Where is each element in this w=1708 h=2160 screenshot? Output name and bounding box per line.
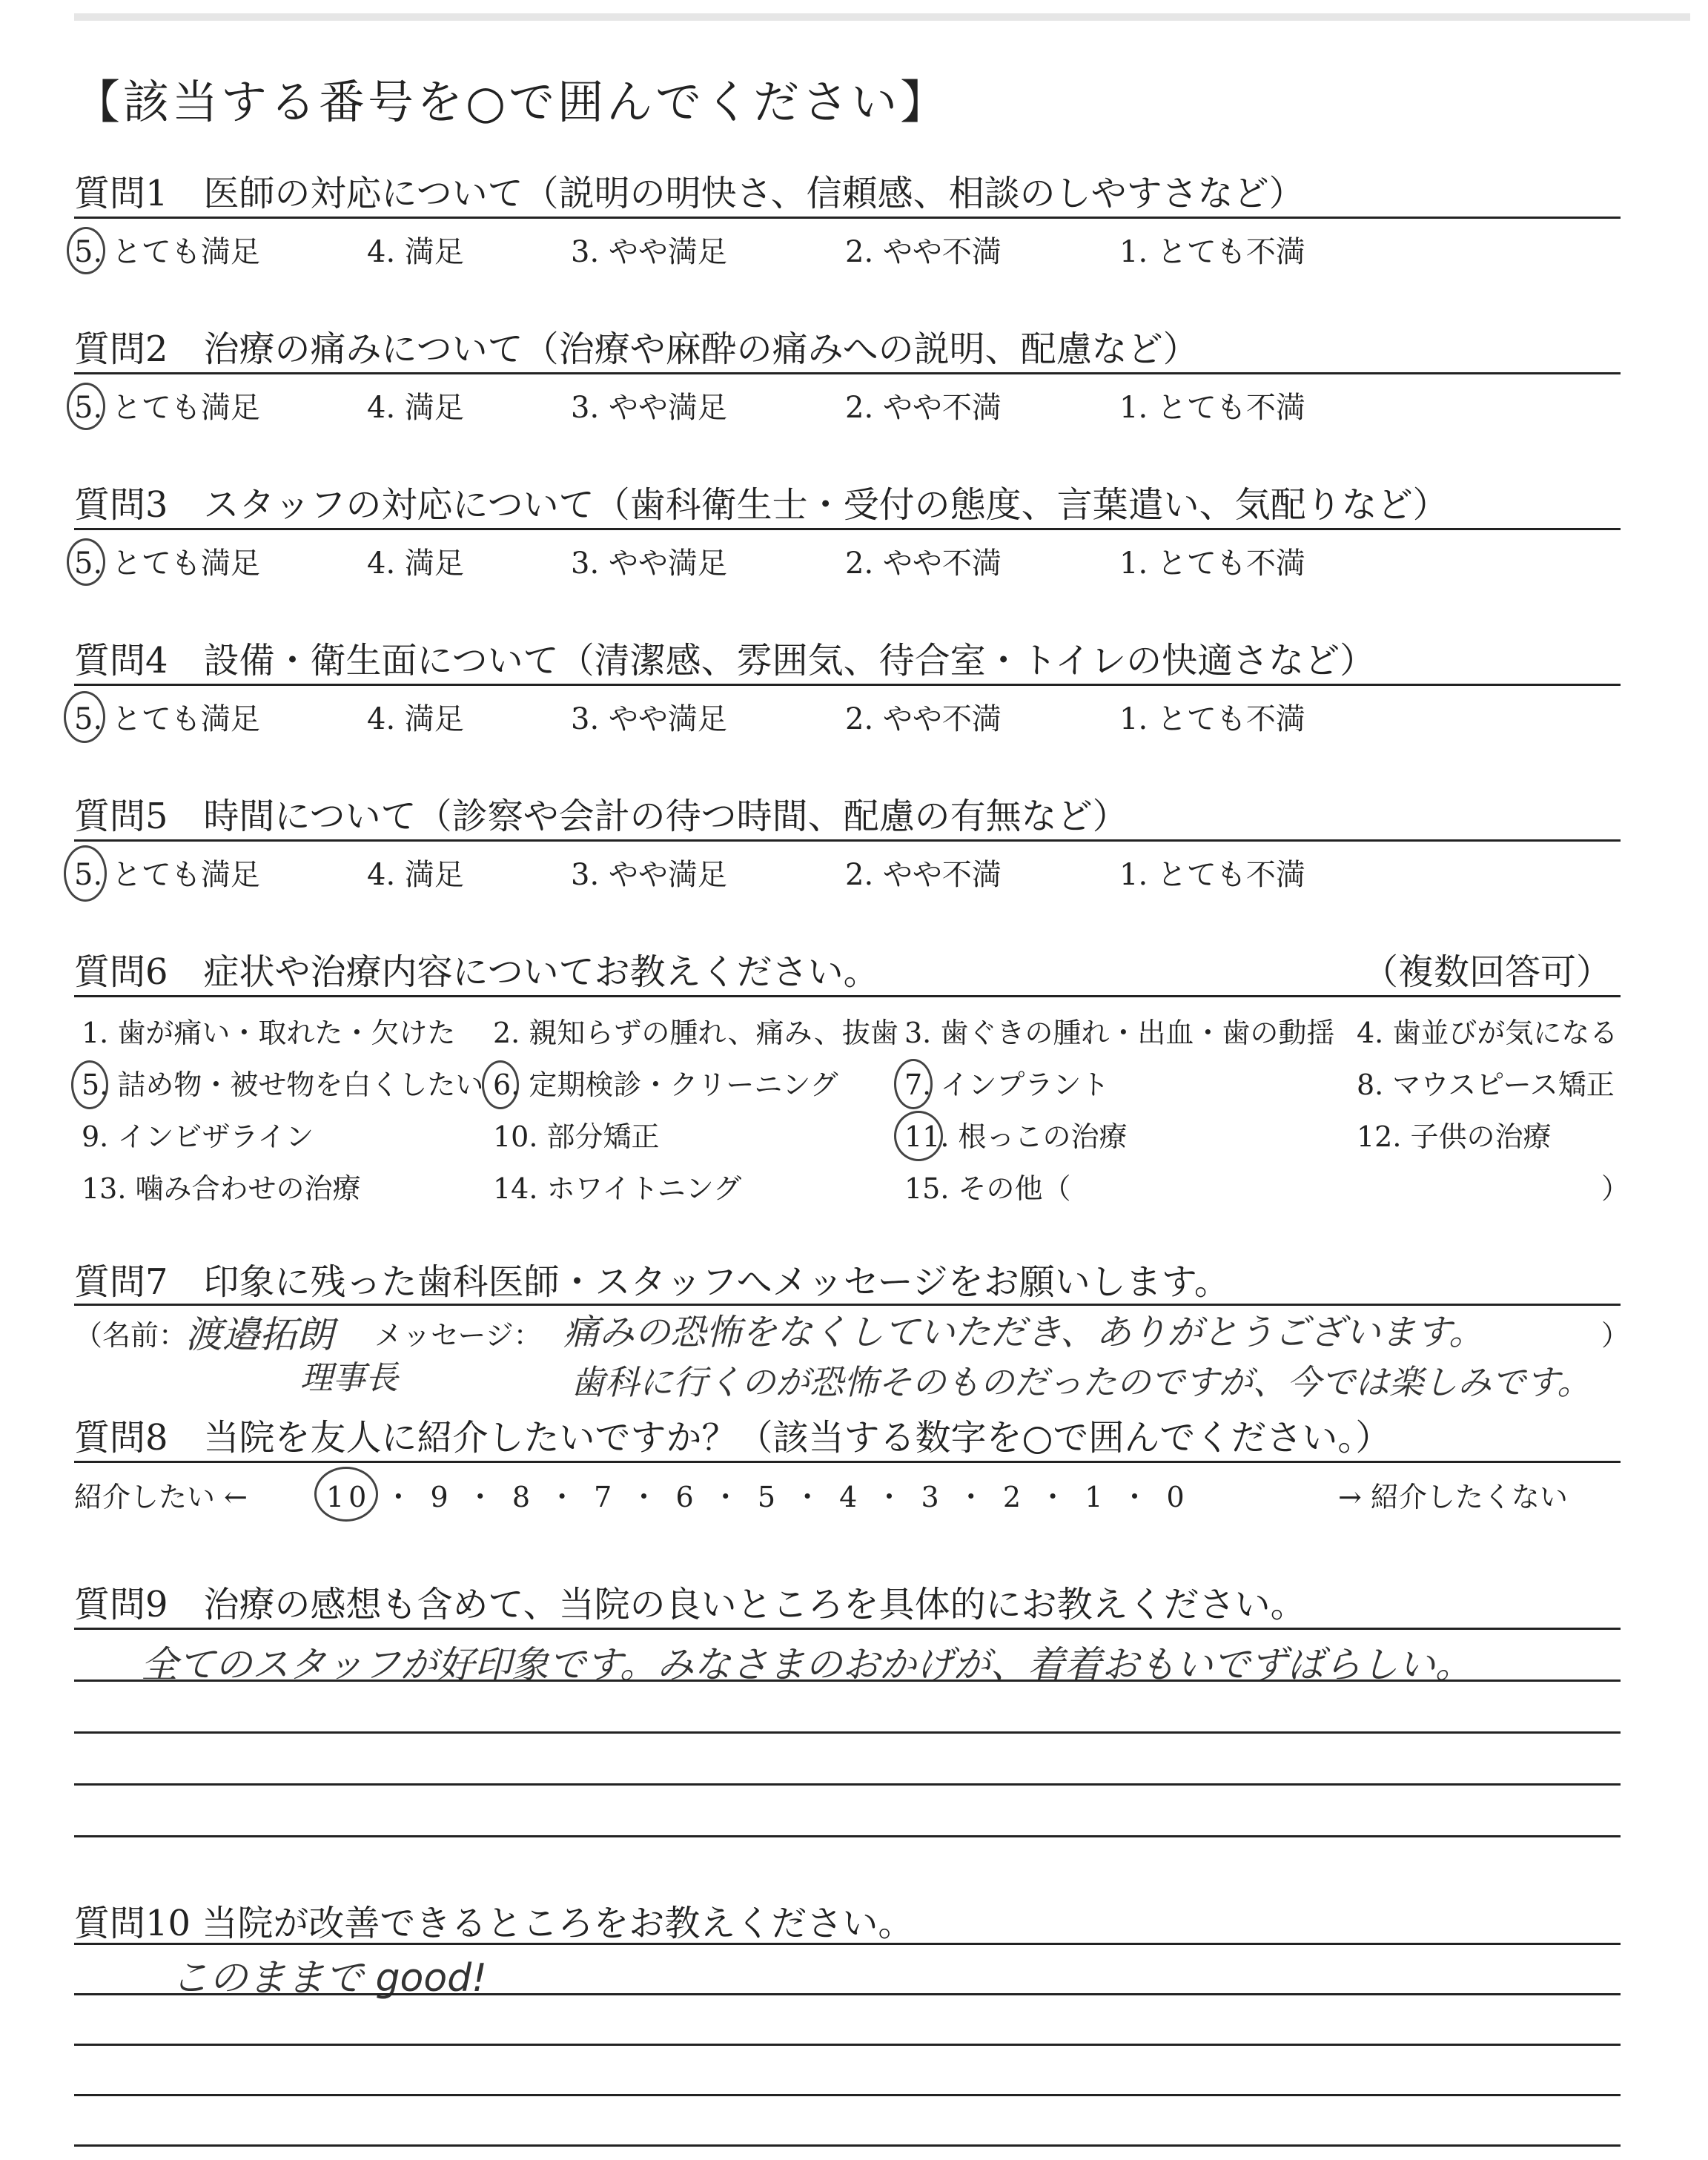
q8-left-label: 紹介したい ← [74, 1481, 248, 1513]
q2-option-2[interactable]: 2. やや不満 [845, 391, 1002, 425]
question-1-label: 質問1 医師の対応について（説明の明快さ、信頼感、相談のしやすさなど） [74, 173, 1305, 214]
q4-option-5[interactable]: 5. とても満足 [74, 702, 260, 736]
q4-option-4[interactable]: 4. 満足 [367, 702, 464, 736]
question-9-rule-2 [74, 1680, 1621, 1682]
q3-option-2[interactable]: 2. やや不満 [845, 546, 1002, 581]
question-10-label: 質問10 当院が改善できるところをお教えください。 [74, 1903, 914, 1944]
question-5-label: 質問5 時間について（診察や会計の待つ時間、配慮の有無など） [74, 796, 1128, 837]
q6-option-3[interactable]: 3. 歯ぐきの腫れ・出血・歯の動揺 [904, 1017, 1335, 1049]
q5-option-1[interactable]: 1. とても不満 [1119, 858, 1305, 892]
q2-option-5[interactable]: 5. とても満足 [74, 391, 260, 425]
q1-option-3[interactable]: 3. やや満足 [571, 235, 727, 269]
q8-scale[interactable]: 10 ・ 9 ・ 8 ・ 7 ・ 6 ・ 5 ・ 4 ・ 3 ・ 2 ・ 1 ・ 0 [326, 1481, 1189, 1513]
question-10-rule-1 [74, 1943, 1621, 1945]
q7-close-paren: ） [1601, 1319, 1630, 1352]
question-5-rule [74, 839, 1621, 842]
question-9-rule-5 [74, 1835, 1621, 1837]
question-10-rule-3 [74, 2044, 1621, 2046]
q6-option-9[interactable]: 9. インビザライン [82, 1120, 314, 1153]
q6-option-13[interactable]: 13. 噛み合わせの治療 [82, 1172, 361, 1205]
question-7-label: 質問7 印象に残った歯科医師・スタッフへメッセージをお願いします。 [74, 1261, 1230, 1303]
question-6-label: 質問6 症状や治療内容についてお教えください。 [74, 951, 879, 993]
q6-option-14[interactable]: 14. ホワイトニング [493, 1172, 742, 1205]
scan-top-edge [74, 13, 1690, 21]
q10-answer-handwritten: このままで good! [171, 1956, 488, 2001]
q1-option-2[interactable]: 2. やや不満 [845, 235, 1002, 269]
q9-answer-handwritten: 全てのスタッフが好印象です。みなさまのおかげが、着着おもいでずばらしい。 [141, 1643, 1472, 1686]
q1-option-4[interactable]: 4. 満足 [367, 235, 464, 269]
question-6-note: （複数回答可） [1363, 951, 1612, 993]
question-9-rule-4 [74, 1783, 1621, 1786]
question-10-rule-2 [74, 1993, 1621, 1995]
q1-option-5[interactable]: 5. とても満足 [74, 235, 260, 269]
question-9-rule-1 [74, 1628, 1621, 1630]
question-3-rule [74, 528, 1621, 530]
question-9-label: 質問9 治療の感想も含めて、当院の良いところを具体的にお教えください。 [74, 1584, 1306, 1625]
q6-option-6[interactable]: 6. 定期検診・クリーニング [493, 1069, 838, 1101]
question-8-rule [74, 1461, 1621, 1463]
q3-option-3[interactable]: 3. やや満足 [571, 546, 727, 581]
q6-option-15-close: ） [1601, 1172, 1630, 1205]
q3-option-4[interactable]: 4. 満足 [367, 546, 464, 581]
q5-option-2[interactable]: 2. やや不満 [845, 858, 1002, 892]
q2-option-4[interactable]: 4. 満足 [367, 391, 464, 425]
q8-right-label: → 紹介したくない [1338, 1481, 1568, 1513]
q6-option-5[interactable]: 5. 詰め物・被せ物を白くしたい [82, 1069, 484, 1101]
question-10-rule-5 [74, 2144, 1621, 2147]
q7-message-label: メッセージ： [374, 1319, 542, 1352]
q4-option-1[interactable]: 1. とても不満 [1119, 702, 1305, 736]
question-10-rule-4 [74, 2094, 1621, 2096]
q3-option-5[interactable]: 5. とても満足 [74, 546, 260, 581]
q5-option-3[interactable]: 3. やや満足 [571, 858, 727, 892]
q5-option-4[interactable]: 4. 満足 [367, 858, 464, 892]
question-2-label: 質問2 治療の痛みについて（治療や麻酔の痛みへの説明、配慮など） [74, 328, 1199, 370]
question-1-rule [74, 217, 1621, 219]
q7-message-line-1: 痛みの恐怖をなくしていただき、ありがとうございます。 [563, 1312, 1485, 1353]
q6-option-10[interactable]: 10. 部分矯正 [493, 1120, 660, 1153]
q5-option-5[interactable]: 5. とても満足 [74, 858, 260, 892]
q2-option-3[interactable]: 3. やや満足 [571, 391, 727, 425]
q6-option-11[interactable]: 11. 根っこの治療 [904, 1120, 1128, 1153]
q6-option-15[interactable]: 15. その他（ [904, 1172, 1071, 1205]
q6-option-2[interactable]: 2. 親知らずの腫れ、痛み、抜歯 [493, 1017, 898, 1049]
q7-title-handwritten: 理事長 [300, 1359, 398, 1397]
q7-name-label: （名前： [74, 1319, 188, 1352]
q7-message-line-2: 歯科に行くのが恐怖そのものだったのですが、今では楽しみです。 [571, 1362, 1592, 1402]
q4-option-2[interactable]: 2. やや不満 [845, 702, 1002, 736]
question-6-rule [74, 995, 1621, 997]
q6-option-12[interactable]: 12. 子供の治療 [1357, 1120, 1552, 1153]
question-2-rule [74, 372, 1621, 374]
question-3-label: 質問3 スタッフの対応について（歯科衛生士・受付の態度、言葉遣い、気配りなど） [74, 484, 1449, 526]
q7-name-handwritten: 渡邉拓朗 [185, 1313, 334, 1356]
q3-option-1[interactable]: 1. とても不満 [1119, 546, 1305, 581]
question-9-rule-3 [74, 1731, 1621, 1734]
q6-option-8[interactable]: 8. マウスピース矯正 [1357, 1069, 1615, 1101]
question-4-label: 質問4 設備・衛生面について（清潔感、雰囲気、待合室・トイレの快適さなど） [74, 640, 1376, 681]
form-title: 【該当する番号を○で囲んでください】 [74, 75, 950, 129]
q4-option-3[interactable]: 3. やや満足 [571, 702, 727, 736]
q1-option-1[interactable]: 1. とても不満 [1119, 235, 1305, 269]
q6-option-4[interactable]: 4. 歯並びが気になる [1357, 1017, 1618, 1049]
question-4-rule [74, 684, 1621, 686]
q2-option-1[interactable]: 1. とても不満 [1119, 391, 1305, 425]
question-8-label: 質問8 当院を友人に紹介したいですか？（該当する数字を○で囲んでください。） [74, 1417, 1391, 1459]
q6-option-7[interactable]: 7. インプラント [904, 1069, 1110, 1101]
q6-option-1[interactable]: 1. 歯が痛い・取れた・欠けた [82, 1017, 456, 1049]
